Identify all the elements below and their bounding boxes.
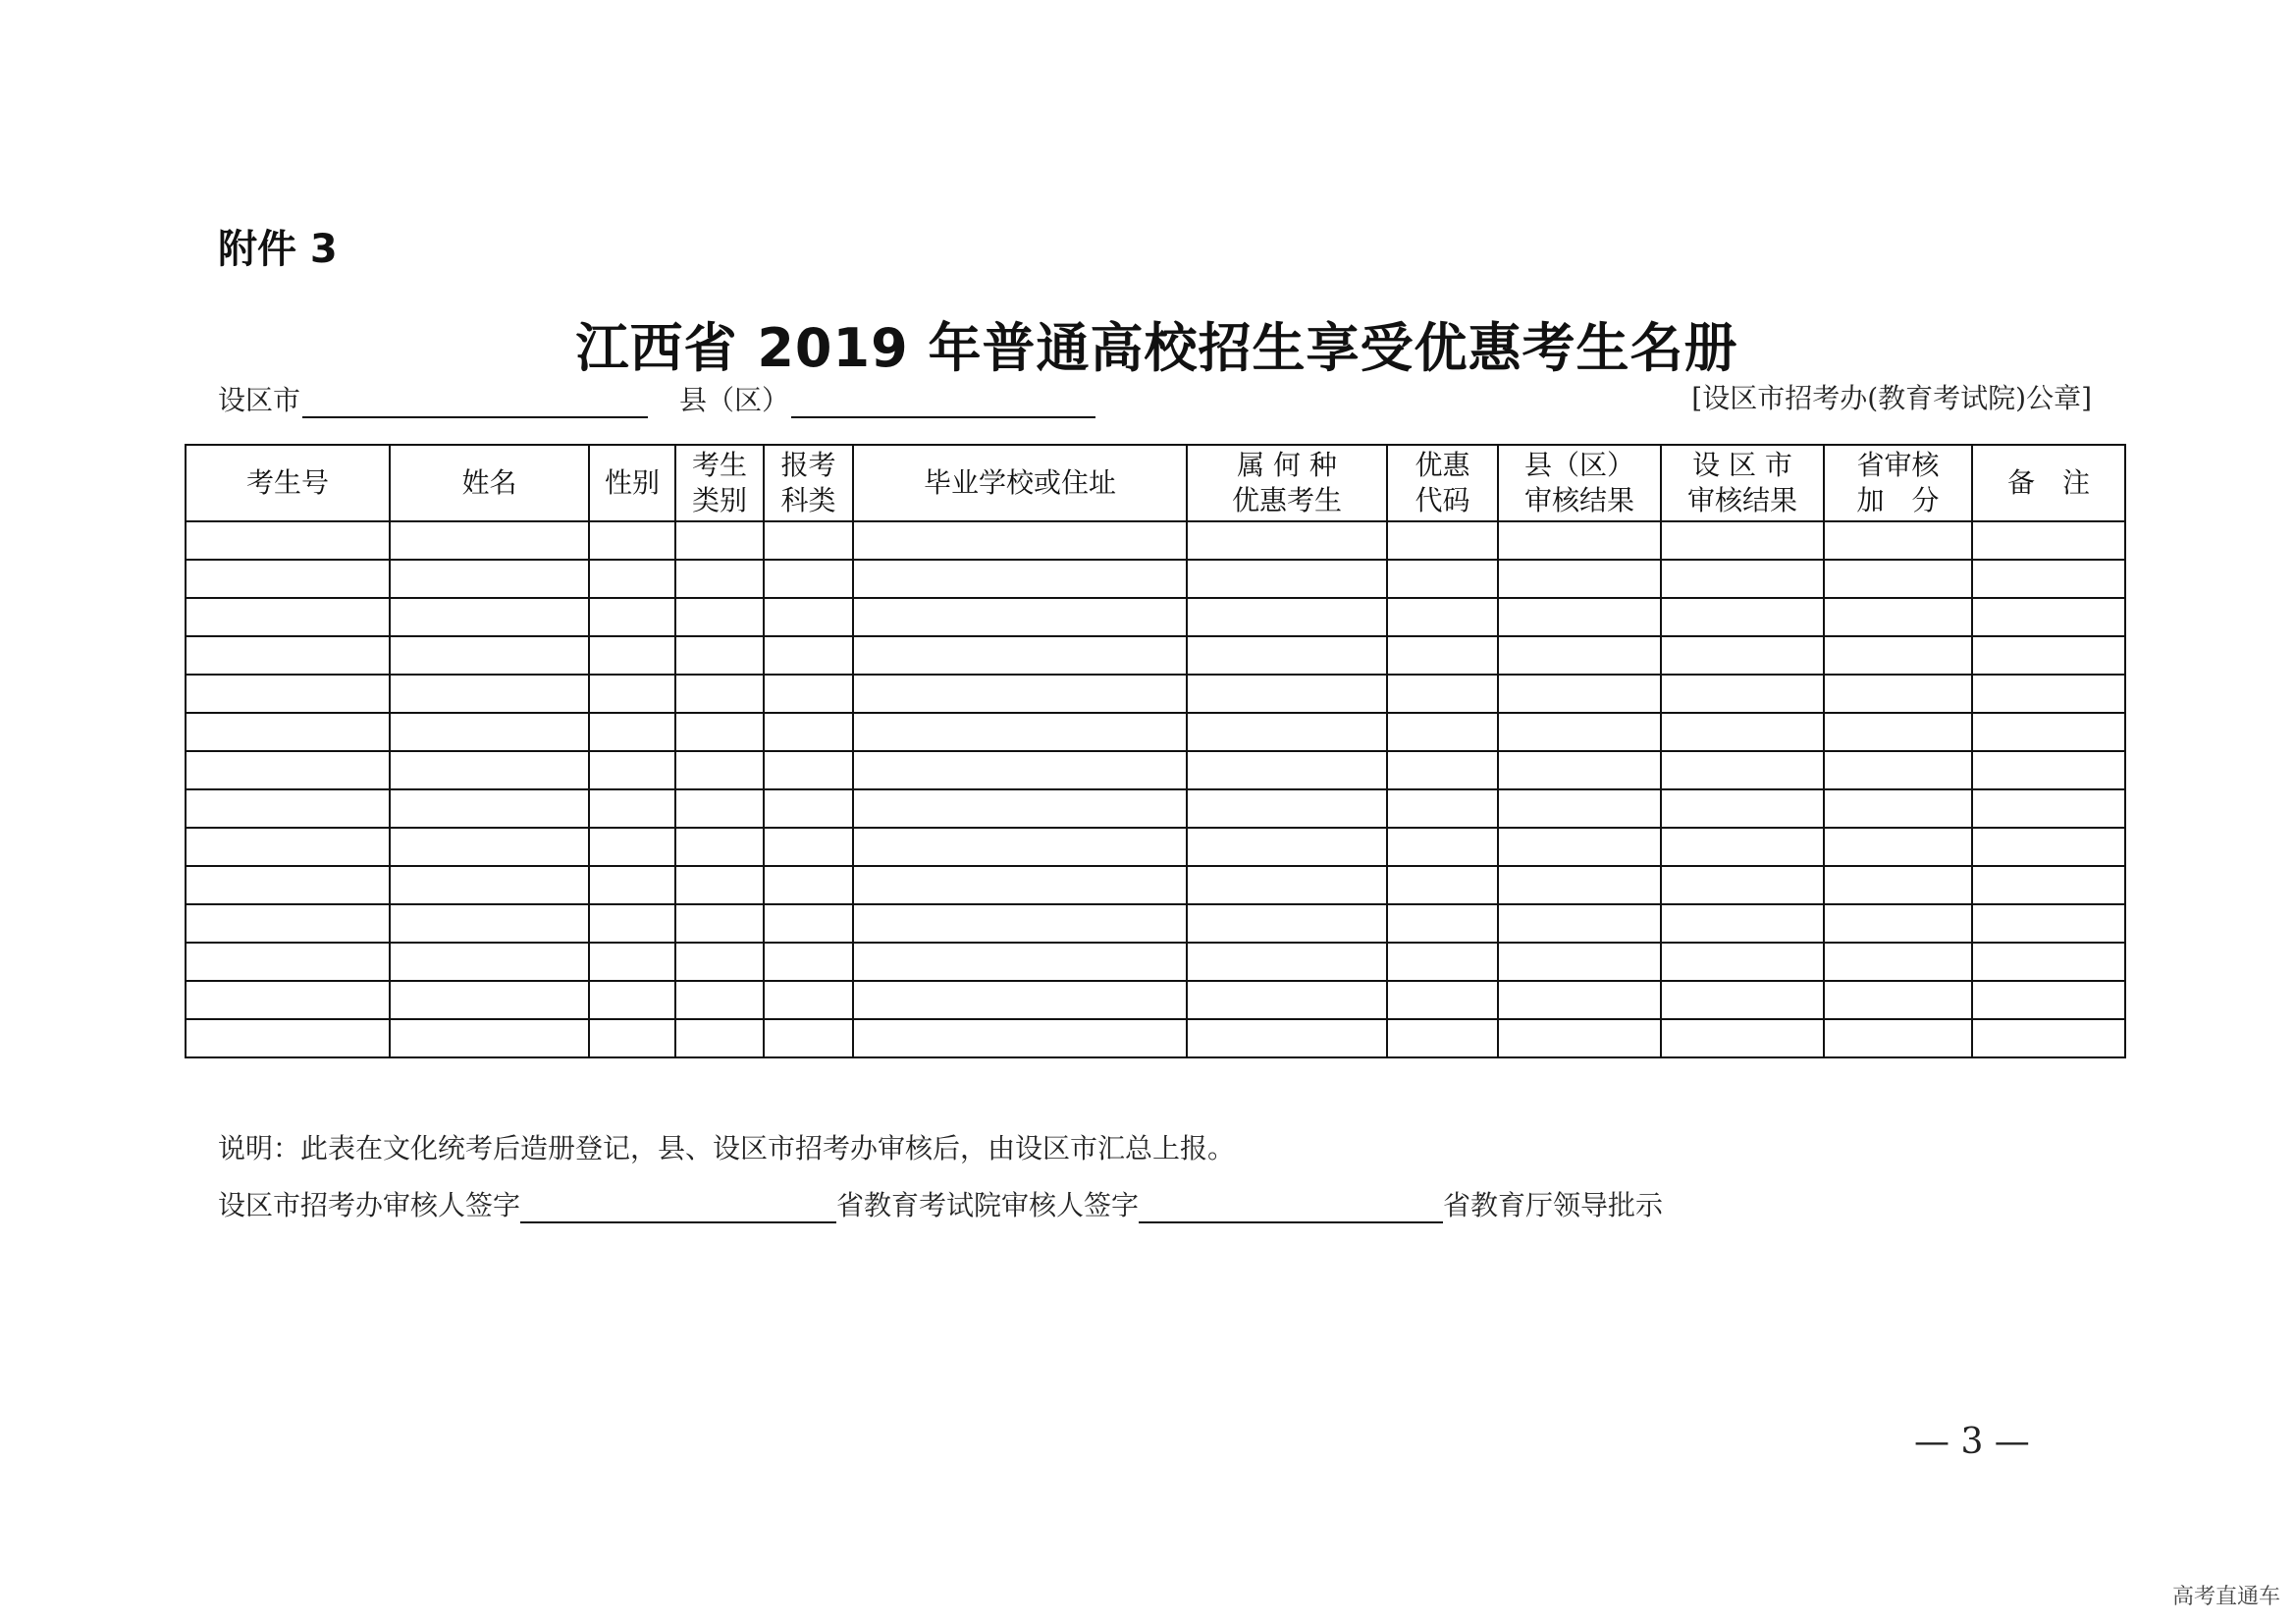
table-cell — [853, 789, 1187, 828]
column-header-line: 毕业学校或住址 — [923, 466, 1116, 499]
table-row — [186, 789, 2125, 828]
table-cell — [1661, 598, 1824, 636]
table-cell — [1661, 636, 1824, 675]
table-cell — [186, 751, 390, 789]
roster-table — [185, 444, 2126, 1058]
column-header-line: 考生号 — [245, 466, 329, 499]
table-cell — [1498, 675, 1661, 713]
table-row — [186, 636, 2125, 675]
table-cell — [1387, 904, 1498, 943]
table-cell — [186, 713, 390, 751]
table-cell — [1187, 943, 1387, 981]
table-cell — [390, 828, 589, 866]
county-field — [679, 373, 1095, 418]
column-header-line: 科类 — [780, 484, 836, 516]
table-cell — [853, 981, 1187, 1019]
table-cell — [764, 981, 853, 1019]
table-cell — [853, 904, 1187, 943]
table-cell — [1387, 981, 1498, 1019]
table-cell — [1972, 636, 2125, 675]
table-cell — [589, 751, 675, 789]
table-cell — [589, 521, 675, 560]
table-cell — [1187, 904, 1387, 943]
table-cell — [1187, 828, 1387, 866]
table-row — [186, 828, 2125, 866]
table-cell — [390, 904, 589, 943]
table-cell — [186, 904, 390, 943]
table-cell — [1387, 828, 1498, 866]
table-cell — [675, 713, 764, 751]
table-cell — [1498, 904, 1661, 943]
column-header-line: 审核结果 — [1686, 484, 1797, 516]
column-header-line: 审核结果 — [1523, 484, 1634, 516]
table-cell — [1661, 751, 1824, 789]
table-cell — [1972, 751, 2125, 789]
table-cell — [675, 828, 764, 866]
table-cell — [1661, 521, 1824, 560]
table-cell — [1498, 981, 1661, 1019]
table-cell — [1972, 866, 2125, 904]
table-cell — [675, 943, 764, 981]
column-header-line: 性别 — [604, 466, 660, 499]
table-cell — [1824, 828, 1972, 866]
table-cell — [390, 521, 589, 560]
table-row — [186, 521, 2125, 560]
table-cell — [390, 981, 589, 1019]
table-cell — [589, 789, 675, 828]
table-cell — [1498, 751, 1661, 789]
table-cell — [1661, 828, 1824, 866]
attachment-label: 附件 3 — [218, 227, 338, 272]
province-reviewer-label: 省教育考试院审核人签字 — [836, 1189, 1140, 1221]
table-cell — [1661, 560, 1824, 598]
table-cell — [589, 1019, 675, 1057]
table-cell — [186, 1019, 390, 1057]
column-header — [1187, 445, 1387, 521]
county-label: 县（区） — [679, 384, 790, 416]
table-cell — [853, 713, 1187, 751]
table-cell — [853, 598, 1187, 636]
table-cell — [589, 636, 675, 675]
table-cell — [764, 675, 853, 713]
table-cell — [1972, 943, 2125, 981]
table-cell — [186, 560, 390, 598]
table-cell — [853, 828, 1187, 866]
table-cell — [1387, 943, 1498, 981]
table-cell — [390, 636, 589, 675]
column-header-line: 县（区） — [1523, 449, 1634, 481]
table-cell — [1387, 713, 1498, 751]
table-cell — [764, 560, 853, 598]
table-cell — [186, 981, 390, 1019]
table-cell — [675, 751, 764, 789]
table-cell — [1498, 943, 1661, 981]
table-cell — [390, 1019, 589, 1057]
table-cell — [853, 636, 1187, 675]
table-cell — [589, 866, 675, 904]
column-header-line: 属 何 种 — [1237, 449, 1337, 481]
table-cell — [1972, 789, 2125, 828]
table-cell — [764, 636, 853, 675]
table-cell — [675, 1019, 764, 1057]
column-header — [589, 445, 675, 521]
table-row — [186, 675, 2125, 713]
table-row — [186, 981, 2125, 1019]
column-header-line: 优惠考生 — [1231, 484, 1342, 516]
table-cell — [186, 866, 390, 904]
table-cell — [675, 636, 764, 675]
table-cell — [186, 943, 390, 981]
table-cell — [1824, 713, 1972, 751]
table-cell — [1972, 1019, 2125, 1057]
table-cell — [675, 675, 764, 713]
city-field — [218, 373, 648, 418]
column-header — [186, 445, 390, 521]
table-cell — [589, 598, 675, 636]
table-cell — [764, 943, 853, 981]
table-cell — [1972, 713, 2125, 751]
page-number: — 3 — — [1914, 1422, 2030, 1462]
table-row — [186, 560, 2125, 598]
table-cell — [1972, 981, 2125, 1019]
column-header-line: 备 注 — [2006, 466, 2090, 499]
table-cell — [1187, 560, 1387, 598]
table-cell — [764, 828, 853, 866]
table-cell — [1972, 828, 2125, 866]
table-cell — [390, 789, 589, 828]
table-cell — [1387, 521, 1498, 560]
table-cell — [186, 521, 390, 560]
table-cell — [390, 560, 589, 598]
table-row — [186, 713, 2125, 751]
seal-label: [设区市招考办(教育考试院)公章] — [1691, 382, 2092, 414]
table-cell — [186, 675, 390, 713]
header-row — [186, 445, 2125, 521]
table-cell — [1187, 751, 1387, 789]
table-cell — [1824, 560, 1972, 598]
table-cell — [1824, 521, 1972, 560]
column-header-line: 省审核 — [1856, 449, 1940, 481]
column-header-line: 优惠 — [1415, 449, 1470, 481]
column-header — [1661, 445, 1824, 521]
table-cell — [390, 751, 589, 789]
table-row — [186, 943, 2125, 981]
column-header — [1972, 445, 2125, 521]
table-cell — [1498, 789, 1661, 828]
table-cell — [675, 521, 764, 560]
department-approval-label: 省教育厅领导批示 — [1443, 1189, 1664, 1221]
table-cell — [1387, 560, 1498, 598]
table-cell — [853, 943, 1187, 981]
table-cell — [1498, 598, 1661, 636]
table-cell — [853, 866, 1187, 904]
table-cell — [675, 598, 764, 636]
table-row — [186, 866, 2125, 904]
table-cell — [589, 943, 675, 981]
table-cell — [764, 789, 853, 828]
table-cell — [1824, 943, 1972, 981]
table-cell — [675, 789, 764, 828]
table-cell — [1972, 598, 2125, 636]
city-label: 设区市 — [218, 384, 301, 416]
table-cell — [1387, 751, 1498, 789]
table-cell — [853, 1019, 1187, 1057]
table-cell — [764, 751, 853, 789]
table-cell — [390, 943, 589, 981]
column-header — [1824, 445, 1972, 521]
table-cell — [1187, 713, 1387, 751]
table-cell — [1498, 713, 1661, 751]
column-header — [675, 445, 764, 521]
column-header-line: 加 分 — [1856, 484, 1940, 516]
table-cell — [1824, 981, 1972, 1019]
province-reviewer-blank — [1139, 1186, 1443, 1223]
table-cell — [186, 789, 390, 828]
column-header-line: 代码 — [1415, 484, 1470, 516]
column-header — [1498, 445, 1661, 521]
explanation-note: 说明：此表在文化统考后造册登记，县、设区市招考办审核后，由设区市汇总上报。 — [218, 1132, 1236, 1164]
table-cell — [764, 713, 853, 751]
column-header-line: 类别 — [691, 484, 747, 516]
city-reviewer-label: 设区市招考办审核人签字 — [218, 1189, 521, 1221]
table-cell — [675, 866, 764, 904]
table-cell — [1498, 828, 1661, 866]
table-cell — [1387, 636, 1498, 675]
table-cell — [390, 866, 589, 904]
table-cell — [390, 675, 589, 713]
column-header — [1387, 445, 1498, 521]
table-cell — [853, 560, 1187, 598]
table-cell — [1824, 675, 1972, 713]
column-header-line: 报考 — [780, 449, 836, 481]
table-cell — [1661, 1019, 1824, 1057]
table-cell — [589, 904, 675, 943]
table-cell — [764, 1019, 853, 1057]
table-cell — [1824, 904, 1972, 943]
table-cell — [1661, 981, 1824, 1019]
table-cell — [589, 981, 675, 1019]
table-cell — [1387, 675, 1498, 713]
table-cell — [1661, 789, 1824, 828]
table-cell — [1661, 675, 1824, 713]
city-blank-line — [302, 381, 648, 418]
table-cell — [1498, 560, 1661, 598]
table-cell — [1387, 866, 1498, 904]
column-header — [764, 445, 853, 521]
column-header — [390, 445, 589, 521]
table-cell — [853, 675, 1187, 713]
table-cell — [1387, 789, 1498, 828]
table-cell — [1824, 636, 1972, 675]
table-cell — [1661, 943, 1824, 981]
table-cell — [1498, 521, 1661, 560]
table-cell — [1187, 789, 1387, 828]
table-row — [186, 751, 2125, 789]
table-cell — [764, 521, 853, 560]
table-cell — [1187, 598, 1387, 636]
table-cell — [1972, 675, 2125, 713]
table-cell — [1187, 1019, 1387, 1057]
table-cell — [1661, 713, 1824, 751]
table-cell — [1498, 636, 1661, 675]
table-cell — [1972, 560, 2125, 598]
table-cell — [1661, 866, 1824, 904]
table-cell — [1824, 751, 1972, 789]
table-cell — [589, 828, 675, 866]
table-cell — [1824, 1019, 1972, 1057]
county-blank-line — [791, 381, 1095, 418]
table-cell — [186, 828, 390, 866]
table-cell — [589, 675, 675, 713]
table-cell — [1187, 521, 1387, 560]
table-row — [186, 1019, 2125, 1057]
table-cell — [1661, 904, 1824, 943]
table-cell — [764, 904, 853, 943]
table-cell — [1824, 866, 1972, 904]
table-cell — [390, 713, 589, 751]
table-row — [186, 598, 2125, 636]
table-cell — [589, 560, 675, 598]
table-cell — [1187, 636, 1387, 675]
city-reviewer-blank — [520, 1186, 836, 1223]
table-cell — [186, 598, 390, 636]
table-cell — [1387, 598, 1498, 636]
column-header-line: 设 区 市 — [1692, 449, 1792, 481]
table-cell — [1187, 981, 1387, 1019]
document-title: 江西省 2019 年普通高校招生享受优惠考生名册 — [575, 317, 1738, 379]
table-cell — [390, 598, 589, 636]
column-header — [853, 445, 1187, 521]
table-cell — [853, 521, 1187, 560]
column-header-line: 考生 — [691, 449, 747, 481]
table-cell — [853, 751, 1187, 789]
table-cell — [675, 904, 764, 943]
table-cell — [1824, 598, 1972, 636]
table-cell — [1498, 866, 1661, 904]
table-cell — [675, 981, 764, 1019]
table-cell — [186, 636, 390, 675]
signature-line — [218, 1184, 1663, 1223]
table-cell — [1972, 904, 2125, 943]
table-cell — [1498, 1019, 1661, 1057]
table-cell — [1187, 675, 1387, 713]
table-cell — [1824, 789, 1972, 828]
table-cell — [1187, 866, 1387, 904]
table-cell — [1972, 521, 2125, 560]
column-header-line: 姓名 — [461, 466, 517, 499]
table-row — [186, 904, 2125, 943]
table-cell — [589, 713, 675, 751]
table-cell — [764, 866, 853, 904]
table-cell — [1387, 1019, 1498, 1057]
watermark: 高考直通车 — [2171, 1585, 2280, 1609]
table-cell — [675, 560, 764, 598]
table-cell — [764, 598, 853, 636]
